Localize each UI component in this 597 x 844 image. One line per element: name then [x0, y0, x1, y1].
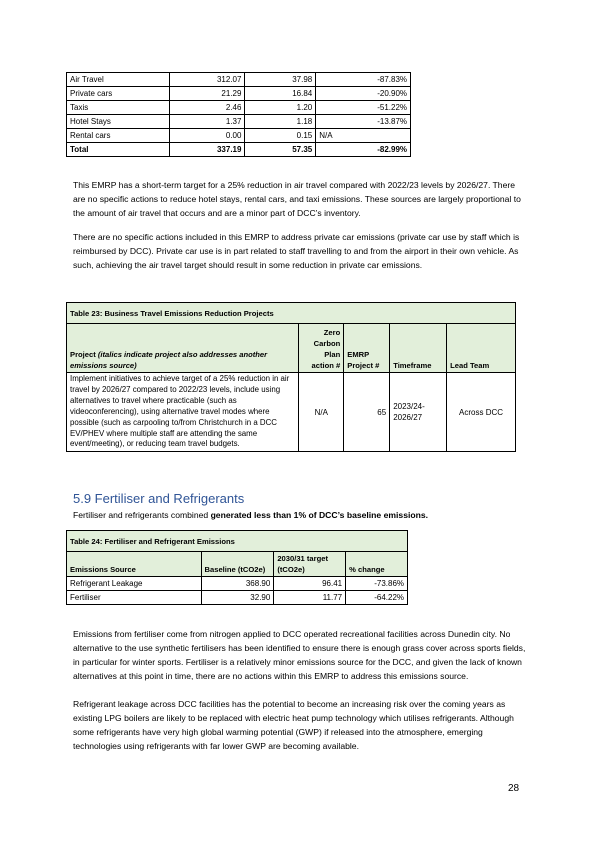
table-23-header-project-note: (italics indicate project also addresses another emissions source)	[70, 350, 268, 370]
section-intro-text: Fertiliser and refrigerants combined	[73, 510, 211, 520]
section-intro	[73, 508, 528, 522]
table-row	[67, 73, 411, 87]
table-row	[67, 87, 411, 101]
table-23-header-project	[67, 324, 299, 373]
table-row	[67, 591, 408, 605]
table-24-source: Fertiliser	[67, 591, 202, 605]
table-24-header-row	[67, 552, 408, 577]
table-23-timeframe: 2023/24-2026/27	[390, 373, 447, 452]
section-heading: 5.9 Fertiliser and Refrigerants	[73, 491, 245, 506]
table-24-header-target: 2030/31 target (tCO2e)	[274, 552, 346, 577]
travel-row-baseline: 21.29	[169, 87, 245, 101]
section-intro-emphasis: generated less than 1% of DCC’s baseline emissions.	[210, 510, 429, 520]
table-24	[66, 530, 408, 605]
table-23-header-emrp: EMRP Project #	[344, 324, 390, 373]
page-number: 28	[508, 783, 520, 794]
table-24-target: 11.77	[274, 591, 346, 605]
table-23-header-lead: Lead Team	[447, 324, 516, 373]
travel-row-baseline: 312.07	[169, 73, 245, 87]
table-24-change: -64.22%	[346, 591, 408, 605]
table-row	[67, 577, 408, 591]
travel-row-baseline: 0.00	[169, 129, 245, 143]
table-23-header-project-main: Project	[70, 350, 98, 359]
table-row	[67, 101, 411, 115]
table-24-header-baseline: Baseline (tCO2e)	[201, 552, 274, 577]
travel-total-target: 57.35	[245, 143, 316, 157]
travel-total-baseline: 337.19	[169, 143, 245, 157]
travel-row-baseline: 2.46	[169, 101, 245, 115]
travel-total-change: -82.99%	[316, 143, 411, 157]
table-23	[66, 302, 516, 452]
travel-emissions-table	[66, 72, 411, 157]
table-24-header-source: Emissions Source	[67, 552, 202, 577]
travel-row-label: Private cars	[67, 87, 170, 101]
table-23-emrp: 65	[344, 373, 390, 452]
travel-row-target: 1.20	[245, 101, 316, 115]
table-24-source: Refrigerant Leakage	[67, 577, 202, 591]
table-23-body	[67, 303, 516, 452]
table-23-project: Implement initiatives to achieve target of a 25% reduction in air travel by 2026/27 compared to 2022/23 levels, include using alternatives to travel where practicable (such as videoconferencing), using alternative travel modes where possible (such as carpooling to/from Christchurch in a DCC EV/PHEV where multiple staff are attending the same event/meeting), or reducing team travel budgets.	[67, 373, 299, 452]
paragraph-private-car: There are no specific actions included in this EMRP to address private car emissions (private car use by staff which is reimbursed by DCC). Private car use is in part related to staff travelling to and from the airport in their own vehicle. As such, achieving the air travel target should result in some reduction in private car emissions.	[73, 232, 520, 270]
table-24-baseline: 32.90	[201, 591, 274, 605]
table-23-title: Table 23: Business Travel Emissions Reduction Projects	[67, 303, 516, 324]
travel-row-label: Hotel Stays	[67, 115, 170, 129]
table-24-body	[67, 531, 408, 605]
table-23-lead: Across DCC	[447, 373, 516, 452]
table-24-header-change: % change	[346, 552, 408, 577]
table-24-target: 96.41	[274, 577, 346, 591]
travel-row-baseline: 1.37	[169, 115, 245, 129]
paragraph-fertiliser: Emissions from fertiliser come from nitrogen applied to DCC operated recreational facilities across Dunedin city. No alternative to the use synthetic fertilisers has been identified to ensure there is enough grass cover across sports fields, in particular for winter sports. Fertiliser is a relatively minor emissions source for the DCC, and given the lack of known alternatives at this point in time, there are no actions within this EMRP to address this emissions source.	[73, 629, 526, 681]
travel-row-change: -51.22%	[316, 101, 411, 115]
table-24-baseline: 368.90	[201, 577, 274, 591]
travel-row-change: -13.87%	[316, 115, 411, 129]
table-24-title: Table 24: Fertiliser and Refrigerant Emissions	[67, 531, 408, 552]
travel-row-change: N/A	[316, 129, 411, 143]
table-23-header-row	[67, 324, 516, 373]
travel-row-label: Rental cars	[67, 129, 170, 143]
table-23-header-zcp: Zero Carbon Plan action #	[299, 324, 344, 373]
paragraph-air-travel-target: This EMRP has a short-term target for a 25% reduction in air travel compared with 2022/23 levels by 2026/27. There are no specific actions to reduce hotel stays, rental cars, and taxi emissions. These sources are largely proportional to the amount of air travel that occurs and are a minor part of DCC’s inventory.	[73, 180, 521, 218]
table-23-title-row	[67, 303, 516, 324]
travel-row-target: 37.98	[245, 73, 316, 87]
table-row	[67, 373, 516, 452]
paragraph-refrigerant: Refrigerant leakage across DCC facilities has the potential to become an increasing risk over the coming years as existing LPG boilers are likely to be replaced with electric heat pump technology which utilises refrigerants. Although some refrigerants have very high global warming potential (GWP) if released into the atmosphere, emerging technologies using refrigerants with far lower GWP are becoming available.	[73, 699, 514, 751]
travel-row-target: 1.18	[245, 115, 316, 129]
travel-total-label: Total	[67, 143, 170, 157]
table-row	[67, 129, 411, 143]
travel-row-change: -20.90%	[316, 87, 411, 101]
table-23-zcp: N/A	[299, 373, 344, 452]
table-row	[67, 115, 411, 129]
table-total-row	[67, 143, 411, 157]
travel-table-body	[67, 73, 411, 157]
travel-row-change: -87.83%	[316, 73, 411, 87]
table-23-header-timeframe: Timeframe	[390, 324, 447, 373]
travel-row-label: Air Travel	[67, 73, 170, 87]
table-24-title-row	[67, 531, 408, 552]
travel-row-target: 16.84	[245, 87, 316, 101]
table-24-change: -73.86%	[346, 577, 408, 591]
travel-row-target: 0.15	[245, 129, 316, 143]
travel-row-label: Taxis	[67, 101, 170, 115]
